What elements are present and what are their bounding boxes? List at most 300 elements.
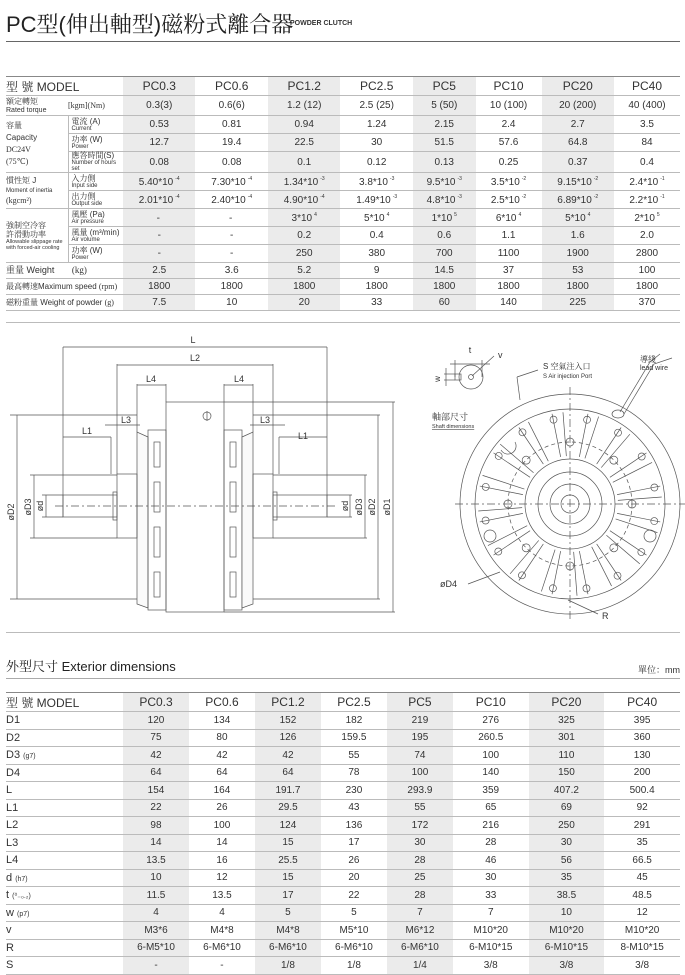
dims-row xyxy=(6,712,680,730)
air-port-cn: S 空氣注入口 xyxy=(543,362,591,371)
value-cell: 5 xyxy=(351,907,357,919)
value-cell: 30 xyxy=(387,834,453,852)
value-cell: 6-M10*15 xyxy=(529,939,605,957)
spoke-line xyxy=(541,550,555,592)
value-cell: 35 xyxy=(529,869,605,887)
dims-row xyxy=(6,922,680,940)
value-cell: 301 xyxy=(529,729,605,747)
value-cell: 33 xyxy=(371,297,383,308)
value-cell: 3/8 xyxy=(483,959,498,971)
value-cell: 48.5 xyxy=(632,889,652,901)
front-view xyxy=(455,354,685,622)
value-cell: 1*10 $^5$ xyxy=(413,209,476,227)
dim-label: øD2 xyxy=(367,498,377,516)
value-cell: 0.1 xyxy=(268,152,340,173)
input-side-label: 入力側 Input side xyxy=(68,173,123,191)
value-cell: 0.25 xyxy=(498,156,519,168)
dimensions-table xyxy=(6,692,680,975)
value-cell: M4*8 xyxy=(210,924,234,936)
spoke-line xyxy=(552,414,561,457)
value-cell: 28 xyxy=(485,837,497,849)
value-cell: 1.6 xyxy=(542,227,614,245)
shaft-t-label: t xyxy=(468,345,472,355)
value-cell: 5*10 $^4$ xyxy=(364,211,390,224)
value-cell: 7.5 xyxy=(123,295,195,311)
value-cell: - xyxy=(123,957,189,975)
model-cell: PC0.6 xyxy=(215,79,249,93)
dim-label: L4 xyxy=(233,374,245,384)
value-cell: 75 xyxy=(123,729,189,747)
value-cell: 15 xyxy=(255,869,321,887)
dims-row-label: L4 xyxy=(6,854,19,867)
r-label: R xyxy=(602,611,609,621)
dim-label: L xyxy=(190,335,196,345)
value-cell: 126 xyxy=(255,729,321,747)
value-cell: 9.15*10 $^{-2}$ xyxy=(542,173,614,191)
dims-row xyxy=(6,939,680,957)
dims-row-label: d (h7) xyxy=(6,871,28,884)
value-cell: 407.2 xyxy=(529,782,605,800)
value-cell: 78 xyxy=(348,767,360,779)
value-cell: 276 xyxy=(482,714,500,726)
dim-label: øD3 xyxy=(354,498,364,516)
value-cell: 28 xyxy=(387,887,453,905)
value-cell: 2800 xyxy=(635,248,659,259)
value-cell: 26 xyxy=(348,854,360,866)
value-cell: 26 xyxy=(216,802,228,814)
model-header: 型 號 MODEL xyxy=(6,79,80,94)
value-cell: 140 xyxy=(482,767,500,779)
d4-label: øD4 xyxy=(440,579,458,589)
value-cell: 3.8*10 $^{-3}$ xyxy=(359,175,395,188)
value-cell: 100 xyxy=(213,819,231,831)
value-cell: 38.5 xyxy=(529,887,605,905)
value-cell: 64 xyxy=(216,767,228,779)
shaft-dims-cn: 軸部尺寸 xyxy=(432,412,469,422)
value-cell: 1.1 xyxy=(501,230,516,241)
value-cell: 22 xyxy=(123,799,189,817)
dim-label: ød xyxy=(35,500,45,512)
dim-label: L4 xyxy=(145,374,157,384)
value-cell: 4.90*10 $^{-4}$ xyxy=(268,191,340,209)
value-cell: 359 xyxy=(482,784,500,796)
value-cell: 1900 xyxy=(542,245,614,263)
dims-row-label: L2 xyxy=(6,819,19,832)
value-cell: M10*20 xyxy=(624,924,660,936)
value-cell: M6*12 xyxy=(387,922,453,940)
value-cell: 0.4 xyxy=(369,230,384,241)
current-row xyxy=(6,116,680,134)
value-cell: 100 xyxy=(482,749,500,761)
value-cell: 1.34*10 $^{-3}$ xyxy=(268,173,340,191)
value-cell: 12 xyxy=(216,872,228,884)
value-cell: 2.5 (25) xyxy=(359,100,394,111)
value-cell: 0.12 xyxy=(366,156,387,168)
value-cell: 1800 xyxy=(497,281,520,292)
value-cell: 2.40*10 $^{-4}$ xyxy=(211,193,253,206)
power-label: 功率 (W) Power xyxy=(68,134,123,152)
dims-row xyxy=(6,904,680,922)
value-cell: 2.15 xyxy=(413,116,476,134)
value-cell: 1/8 xyxy=(346,959,361,971)
value-cell: 140 xyxy=(500,297,517,308)
value-cell: 216 xyxy=(482,819,500,831)
value-cell: 3/8 xyxy=(529,957,605,975)
dim-label: L2 xyxy=(189,353,201,363)
value-cell: - xyxy=(230,248,234,259)
value-cell: 3*10 $^4$ xyxy=(268,209,340,227)
dims-row-label: D2 xyxy=(6,731,21,744)
value-cell: 172 xyxy=(387,817,453,835)
value-cell: 8-M10*15 xyxy=(620,942,664,954)
spoke-line xyxy=(483,475,525,489)
value-cell: 154 xyxy=(123,782,189,800)
value-cell: 219 xyxy=(387,712,453,730)
capacity-label: 容量 Capacity DC24V (75℃) xyxy=(6,121,38,166)
value-cell: 6-M10*15 xyxy=(469,942,513,954)
value-cell: - xyxy=(229,212,233,224)
value-cell: 1800 xyxy=(123,279,195,295)
value-cell: 46 xyxy=(485,854,497,866)
dims-row-label: t (⁰₋₀.₂) xyxy=(6,889,31,902)
model-cell: PC40 xyxy=(627,695,658,709)
value-cell: 4 xyxy=(123,904,189,922)
air-port-en: S Air injection Port xyxy=(543,374,593,380)
dims-row xyxy=(6,957,680,975)
value-cell: 5.40*10 $^{-4}$ xyxy=(123,173,195,191)
value-cell: 1.49*10 $^{-3}$ xyxy=(356,193,398,206)
model-cell: PC20 xyxy=(542,77,614,96)
spoke-line xyxy=(480,513,523,522)
value-cell: 0.3(3) xyxy=(123,96,195,116)
value-cell: 1800 xyxy=(365,281,388,292)
model-cell: PC10 xyxy=(475,695,506,709)
value-cell: 110 xyxy=(529,747,605,765)
value-cell: 6.89*10 $^{-2}$ xyxy=(542,191,614,209)
value-cell: 195 xyxy=(387,729,453,747)
value-cell: 40 (400) xyxy=(628,100,666,111)
value-cell: M3*6 xyxy=(123,922,189,940)
shaft-w-label: w xyxy=(433,376,442,382)
value-cell: 65 xyxy=(485,802,497,814)
value-cell: 5 (50) xyxy=(413,96,476,116)
response-label: 應答時間(S) Number of hours set xyxy=(68,152,123,173)
value-cell: M10*20 xyxy=(529,922,605,940)
dims-row xyxy=(6,799,680,817)
value-cell: 10 xyxy=(529,904,605,922)
page-title: PC型(伸出軸型)磁粉式離合器 xyxy=(6,12,294,37)
rated-torque-unit: [kgm](Nm) xyxy=(68,101,105,110)
value-cell: 2.2*10 $^{-1}$ xyxy=(629,193,665,206)
air-volume-row xyxy=(6,227,680,245)
dims-row-label: D1 xyxy=(6,714,21,727)
dims-row xyxy=(6,869,680,887)
value-cell: 3/8 xyxy=(635,959,650,971)
spoke-line xyxy=(579,551,588,594)
value-cell: 100 xyxy=(387,764,453,782)
value-cell: 14.5 xyxy=(413,263,476,279)
value-cell: 6-M5*10 xyxy=(123,939,189,957)
response-row xyxy=(6,152,680,173)
air-volume-label: 風量 (m³/min) Air volume xyxy=(68,227,123,245)
dim-label: øD3 xyxy=(23,498,33,516)
value-cell: 64 xyxy=(255,764,321,782)
value-cell: - xyxy=(123,245,195,263)
value-cell: 225 xyxy=(542,295,614,311)
value-cell: 84 xyxy=(641,137,653,148)
dims-row xyxy=(6,782,680,800)
value-cell: 152 xyxy=(255,712,321,730)
value-cell: 1800 xyxy=(542,279,614,295)
model-cell: PC20 xyxy=(529,693,605,712)
value-cell: 2.4*10 $^{-1}$ xyxy=(629,175,665,188)
value-cell: 2.7 xyxy=(542,116,614,134)
value-cell: 1100 xyxy=(497,248,520,259)
spoke-line xyxy=(617,486,660,495)
value-cell: 17 xyxy=(348,837,360,849)
dims-row-label: R xyxy=(6,941,14,954)
value-cell: 10 xyxy=(226,297,238,308)
value-cell: 15 xyxy=(255,834,321,852)
value-cell: 1800 xyxy=(220,281,243,292)
value-cell: 0.08 xyxy=(221,156,242,168)
dim-label: L3 xyxy=(120,415,132,425)
value-cell: 360 xyxy=(633,732,651,744)
technical-drawing xyxy=(0,322,685,632)
value-cell: 30 xyxy=(529,834,605,852)
value-cell: M5*10 xyxy=(339,924,369,936)
value-cell: 5 xyxy=(255,904,321,922)
value-cell: 13.5 xyxy=(123,852,189,870)
value-cell: 0.94 xyxy=(268,116,340,134)
air-power-label: 功率 (W) Power xyxy=(68,245,123,263)
value-cell: 9 xyxy=(373,265,380,276)
value-cell: 20 xyxy=(268,295,340,311)
value-cell: 0.37 xyxy=(542,152,614,173)
value-cell: 1.2 (12) xyxy=(268,96,340,116)
spoke-line xyxy=(528,422,548,461)
dims-header-row xyxy=(6,693,680,712)
value-cell: - xyxy=(123,209,195,227)
inertia-input-row xyxy=(6,173,680,191)
value-cell: 51.5 xyxy=(413,134,476,152)
value-cell: 22.5 xyxy=(268,134,340,152)
dims-row-label: v xyxy=(6,924,12,937)
value-cell: 25 xyxy=(387,869,453,887)
dim-label: L1 xyxy=(81,426,93,436)
page-header xyxy=(6,8,680,42)
value-cell: 130 xyxy=(633,749,651,761)
value-cell: 1800 xyxy=(635,281,659,292)
value-cell: 37 xyxy=(502,265,515,276)
dims-row-label: L3 xyxy=(6,836,19,849)
value-cell: 42 xyxy=(216,749,228,761)
value-cell: 12.7 xyxy=(123,134,195,152)
bolt-hole xyxy=(610,456,618,464)
drawing-svg xyxy=(0,322,685,632)
value-cell: 159.5 xyxy=(341,732,367,744)
value-cell: 0.08 xyxy=(123,152,195,173)
value-cell: 55 xyxy=(348,749,360,761)
dim-label: øD1 xyxy=(382,498,392,516)
value-cell: 150 xyxy=(529,764,605,782)
model-cell: PC0.3 xyxy=(123,693,189,712)
value-cell: 200 xyxy=(633,767,651,779)
dims-row-label: D4 xyxy=(6,766,21,779)
value-cell: 3.5 xyxy=(640,119,654,130)
value-cell: M10*20 xyxy=(473,924,508,936)
weight-label: 重量 Weight (kg) xyxy=(6,265,87,275)
value-cell: 7.30*10 $^{-4}$ xyxy=(211,175,253,188)
value-cell: 124 xyxy=(255,817,321,835)
value-cell: 74 xyxy=(387,747,453,765)
air-pressure-row xyxy=(6,209,680,227)
spoke-line xyxy=(613,462,652,482)
value-cell: 28 xyxy=(387,852,453,870)
value-cell: 100 xyxy=(638,265,656,276)
value-cell: 30 xyxy=(371,137,383,148)
value-cell: 700 xyxy=(413,245,476,263)
dims-row-label: w (p7) xyxy=(6,906,30,919)
value-cell: 33 xyxy=(485,889,497,901)
rated-torque-label: 額定轉矩 Rated torque xyxy=(6,96,47,114)
spoke-line xyxy=(488,526,527,546)
model-cell: PC2.5 xyxy=(360,79,394,93)
model-cell: PC0.3 xyxy=(123,77,195,96)
bolt-hole xyxy=(522,456,530,464)
value-cell: 1800 xyxy=(413,279,476,295)
spoke-line xyxy=(592,547,612,586)
value-cell: 16 xyxy=(216,854,228,866)
value-cell: 380 xyxy=(368,248,386,259)
exterior-dims-header xyxy=(6,653,680,679)
dim-label: ød xyxy=(340,500,350,512)
output-side-label: 出力側 Output side xyxy=(68,191,123,209)
dims-row xyxy=(6,887,680,905)
weight-row xyxy=(6,263,680,279)
value-cell: 5.2 xyxy=(268,263,340,279)
spoke-line xyxy=(574,552,577,596)
model-cell: PC10 xyxy=(493,79,524,93)
value-cell: 293.9 xyxy=(387,782,453,800)
power-row xyxy=(6,134,680,152)
value-cell: 5*10 $^4$ xyxy=(542,209,614,227)
value-cell: 0.81 xyxy=(221,119,242,130)
spec-table xyxy=(6,76,680,311)
value-cell: 3.6 xyxy=(224,265,239,276)
value-cell: 164 xyxy=(213,784,231,796)
value-cell: 1/8 xyxy=(255,957,321,975)
value-cell: 1.24 xyxy=(366,119,387,130)
dims-row-label: D3 (g7) xyxy=(6,749,36,762)
value-cell: 134 xyxy=(213,714,231,726)
dims-row xyxy=(6,729,680,747)
value-cell: 230 xyxy=(345,784,363,796)
current-label: 電流 (A) Current xyxy=(68,116,123,134)
shaft-v-label: v xyxy=(498,350,503,360)
value-cell: 7 xyxy=(387,904,453,922)
unit-label: 單位：mm xyxy=(638,665,680,675)
value-cell: 120 xyxy=(123,712,189,730)
model-cell: PC2.5 xyxy=(337,695,371,709)
value-cell: 98 xyxy=(123,817,189,835)
value-cell: 0.6 xyxy=(413,227,476,245)
value-cell: 56 xyxy=(529,852,605,870)
value-cell: 136 xyxy=(345,819,363,831)
value-cell: 64 xyxy=(123,764,189,782)
value-cell: 53 xyxy=(542,263,614,279)
value-cell: 291 xyxy=(633,819,651,831)
value-cell: 30 xyxy=(485,872,497,884)
divider xyxy=(6,632,680,633)
value-cell: 13.5 xyxy=(212,889,232,901)
shaft-dims-en: Shaft dimensions xyxy=(432,424,475,430)
value-cell: 80 xyxy=(216,732,228,744)
inertia-output-row xyxy=(6,191,680,209)
value-cell: 92 xyxy=(636,802,648,814)
value-cell: 6-M6*10 xyxy=(387,939,453,957)
value-cell: 370 xyxy=(638,297,656,308)
value-cell: 6*10 $^4$ xyxy=(495,211,522,224)
dims-body xyxy=(6,712,680,975)
value-cell: 17 xyxy=(255,887,321,905)
value-cell: 20 xyxy=(348,872,360,884)
value-cell: 2.0 xyxy=(640,230,654,241)
max-speed-label: 最高轉速Maximum speed (rpm) xyxy=(6,282,118,291)
value-cell: 3.5*10 $^{-2}$ xyxy=(490,175,527,188)
value-cell: - xyxy=(220,959,224,971)
value-cell: 2.01*10 $^{-4}$ xyxy=(123,191,195,209)
value-cell: 10 (100) xyxy=(489,100,528,111)
front-view-labels xyxy=(432,345,668,621)
dims-row xyxy=(6,834,680,852)
value-cell: - xyxy=(123,227,195,245)
value-cell: 500.4 xyxy=(629,784,655,796)
value-cell: 45 xyxy=(636,872,648,884)
air-pressure-label: 風壓 (Pa) Air pressure xyxy=(68,209,123,227)
lead-wire-cn: 導綫 xyxy=(640,355,656,364)
air-power-row xyxy=(6,245,680,263)
value-cell: 250 xyxy=(529,817,605,835)
dims-row-label: L1 xyxy=(6,801,19,814)
value-cell: 42 xyxy=(123,747,189,765)
value-cell: 10 xyxy=(123,869,189,887)
value-cell: 0.6(6) xyxy=(218,100,245,111)
value-cell: 43 xyxy=(348,802,360,814)
dim-label: øD2 xyxy=(6,503,16,521)
value-cell: 14 xyxy=(216,837,228,849)
model-cell: PC5 xyxy=(413,77,476,96)
dims-row xyxy=(6,852,680,870)
value-cell: 14 xyxy=(123,834,189,852)
dims-row xyxy=(6,764,680,782)
value-cell: 260.5 xyxy=(478,732,504,744)
dims-row xyxy=(6,747,680,765)
value-cell: 6-M6*10 xyxy=(335,942,373,954)
dim-label: L1 xyxy=(297,431,309,441)
value-cell: 250 xyxy=(268,245,340,263)
value-cell: 191.7 xyxy=(255,782,321,800)
page-subtitle: POWDER CLUTCH xyxy=(290,20,353,27)
powder-weight-row xyxy=(6,295,680,311)
value-cell: 22 xyxy=(348,889,360,901)
spoke-line xyxy=(563,412,566,456)
spoke-line xyxy=(618,497,662,500)
value-cell: 6-M6*10 xyxy=(255,939,321,957)
dims-row-label: L xyxy=(6,784,13,797)
shaft-detail xyxy=(444,356,494,389)
value-cell: 9.5*10 $^{-3}$ xyxy=(413,173,476,191)
